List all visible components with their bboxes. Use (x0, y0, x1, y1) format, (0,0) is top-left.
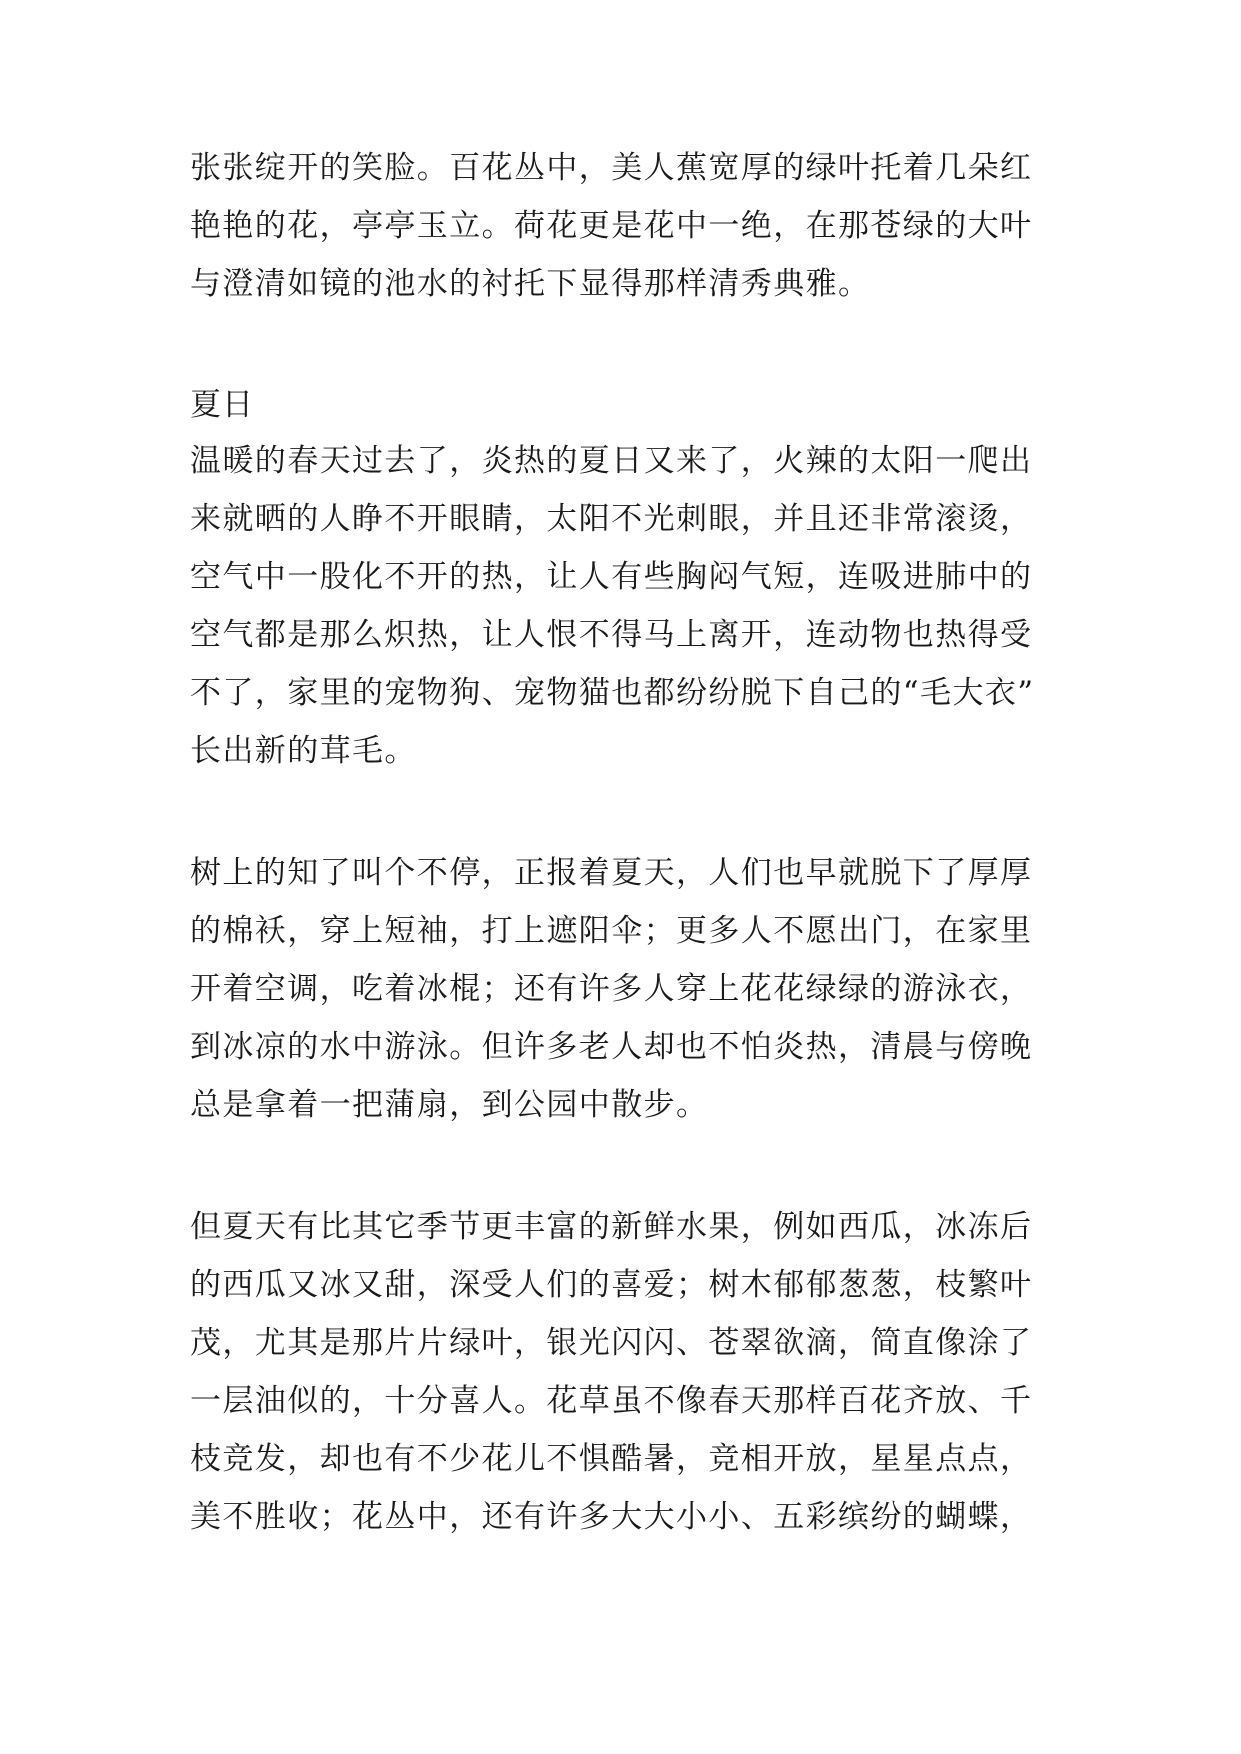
text-line: 的西瓜又冰又甜，深受人们的喜爱；树木郁郁葱葱，枝繁叶 (190, 1267, 1033, 1303)
text-line: 长出新的茸毛。 (190, 733, 417, 769)
text-line: 的棉袄，穿上短袖，打上遮阳伞；更多人不愿出门，在家里 (190, 913, 1033, 949)
text-line: 来就晒的人睁不开眼睛，太阳不光刺眼，并且还非常滚烫， (190, 501, 1033, 537)
text-line: 美不胜收；花丛中，还有许多大大小小、五彩缤纷的蝴蝶， (190, 1499, 1033, 1535)
text-line: 开着空调，吃着冰棍；还有许多人穿上花花绿绿的游泳衣， (190, 971, 1033, 1007)
text-line: 艳艳的花，亭亭玉立。荷花更是花中一绝，在那苍绿的大叶 (190, 208, 1033, 244)
text-line: 与澄清如镜的池水的衬托下显得那样清秀典雅。 (190, 266, 871, 302)
text-line: 树上的知了叫个不停，正报着夏天，人们也早就脱下了厚厚 (190, 855, 1033, 891)
text-line: 温暖的春天过去了，炎热的夏日又来了，火辣的太阳一爬出 (190, 443, 1033, 479)
text-line: 张张绽开的笑脸。百花丛中，美人蕉宽厚的绿叶托着几朵红 (190, 150, 1033, 186)
text-line: 枝竞发，却也有不少花儿不惧酷暑，竞相开放，星星点点， (190, 1441, 1033, 1477)
text-line: 但夏天有比其它季节更丰富的新鲜水果，例如西瓜，冰冻后 (190, 1209, 1033, 1245)
text-line: 总是拿着一把蒲扇，到公园中散步。 (190, 1087, 709, 1123)
section-heading: 夏日 (190, 387, 254, 423)
text-line: 到冰凉的水中游泳。但许多老人却也不怕炎热，清晨与傍晚 (190, 1029, 1033, 1065)
text-line: 不了，家里的宠物狗、宠物猫也都纷纷脱下自己的“毛大衣” (190, 675, 1035, 711)
text-line: 空气中一股化不开的热，让人有些胸闷气短，连吸进肺中的 (190, 559, 1033, 595)
text-line: 空气都是那么炽热，让人恨不得马上离开，连动物也热得受 (190, 617, 1033, 653)
text-line: 茂，尤其是那片片绿叶，银光闪闪、苍翠欲滴，简直像涂了 (190, 1325, 1033, 1361)
text-line: 一层油似的，十分喜人。花草虽不像春天那样百花齐放、千 (190, 1383, 1033, 1419)
